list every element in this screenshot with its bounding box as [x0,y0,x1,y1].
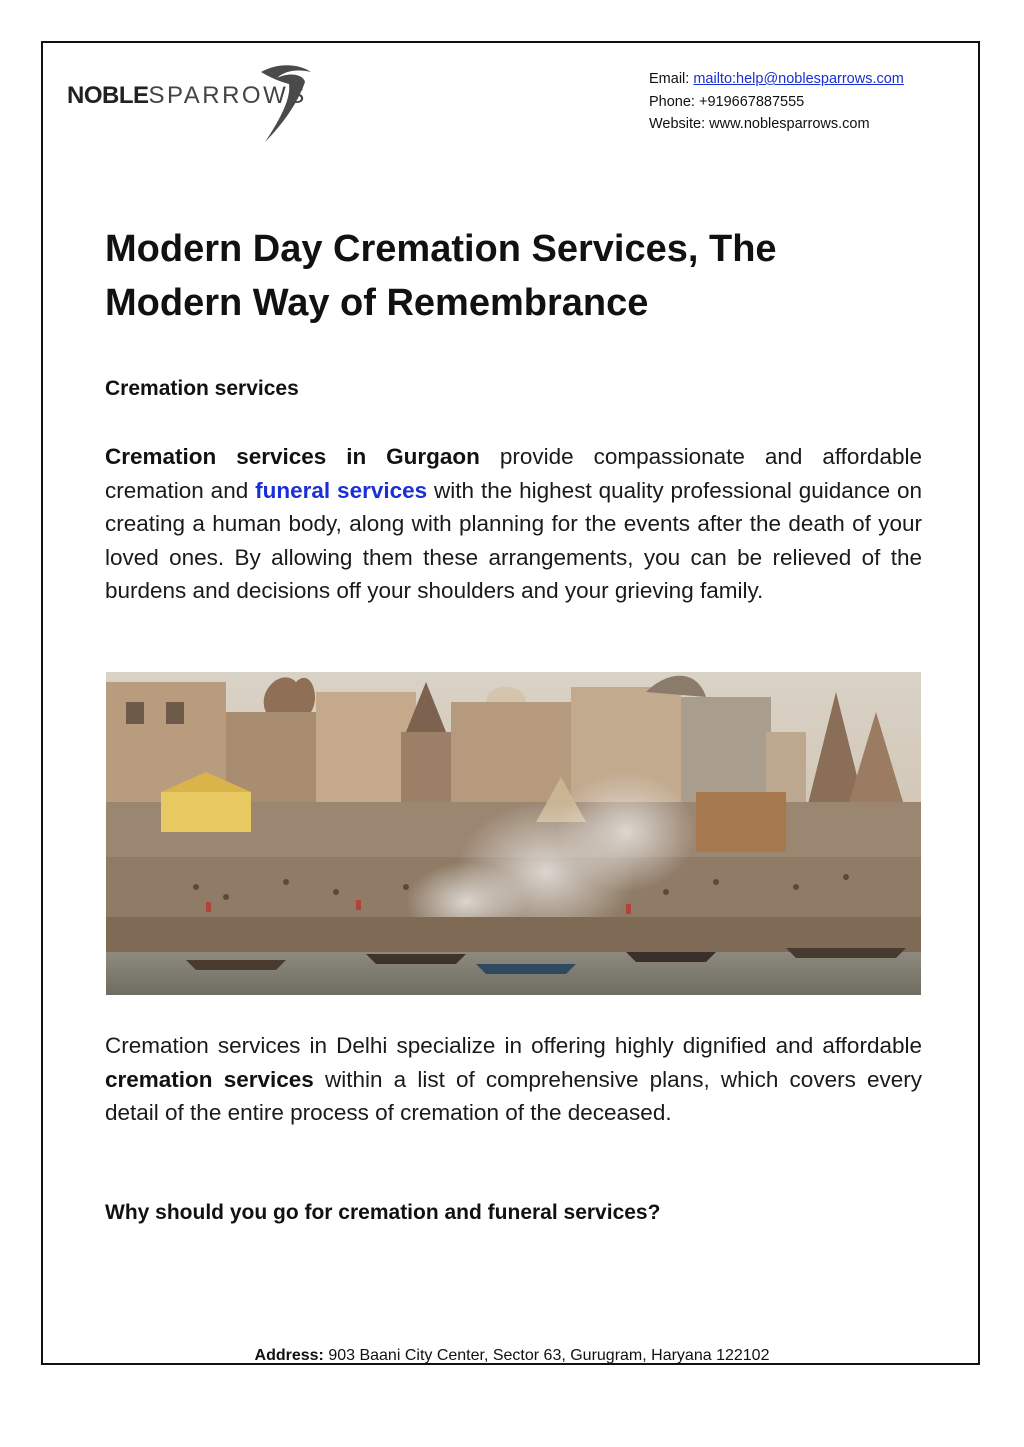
address-label: Address: [254,1347,324,1364]
address-value: 903 Baani City Center, Sector 63, Gurugram, Haryana 122102 [323,1347,770,1364]
logo-wordmark: NOBLESPARROWS [67,82,307,109]
sparrow-icon [255,60,315,146]
paragraph-delhi: Cremation services in Delhi specialize in offering highly dignified and affordable cremation services within a list of comprehensive plans, which covers every detail of the entire process of cremation of the deceased. [105,1033,923,1126]
paragraph-intro: Cremation services in Gurgaon provide compassionate and affordable cremation and funeral services with the highest quality professional guidance on creating a human body, along with planning for the events after the death of your loved ones. By allowing them these arrangements, you can be relieved of the burdens and decisions off your shoulders and your grieving family. [105,444,923,604]
footer-address [0,1347,1024,1365]
cremation-ghat-photo [106,672,921,995]
contact-phone: Phone: +919667887555 [649,93,805,110]
company-logo [67,60,327,146]
contact-email: Email: mailto:help@noblesparrows.com [649,71,904,87]
page-title: Modern Day Cremation Services, The Modern Way of Remembrance [105,228,777,324]
bold-phrase-gurgaon: Cremation services in Gurgaon [105,444,480,469]
email-link[interactable]: mailto:help@noblesparrows.com [693,71,904,87]
section-heading-cremation-services: Cremation services [105,377,299,400]
bold-phrase-cremation-services: cremation services [105,1066,314,1092]
contact-website: Website: www.noblesparrows.com [649,116,870,132]
section-heading-why: Why should you go for cremation and funeral services? [105,1201,661,1224]
contact-block [649,68,904,136]
funeral-services-link[interactable]: funeral services [255,477,428,503]
